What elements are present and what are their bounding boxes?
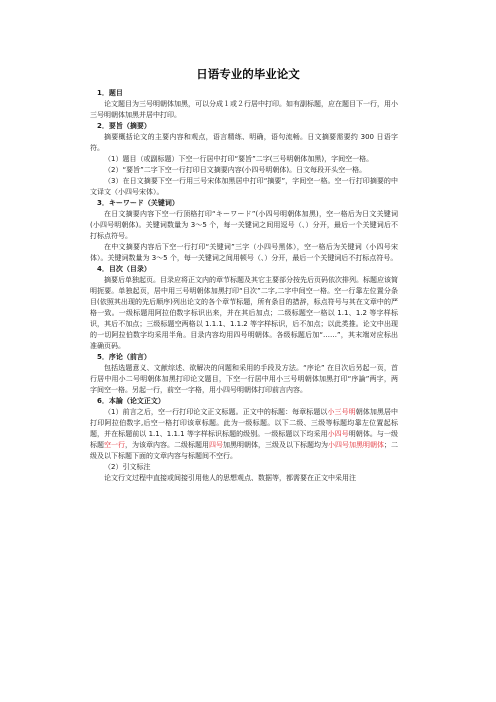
section-heading: 2．要旨（摘要） — [97, 122, 151, 130]
paragraph — [90, 132, 398, 154]
highlighted-text: 小四号加黑明朝体 — [328, 441, 384, 449]
paragraph-text: （2）引文标注 — [104, 463, 151, 471]
highlighted-text: 四号 — [209, 441, 223, 449]
paragraph-text: （1）前言之后，空一行打印论文正文标题。正文中的标题：每章标题以 — [104, 408, 328, 416]
paragraph-text: （3）在日文摘要下空一行用三号宋体加黑居中打印“摘要”，字间空一格。空一行打印摘要的中文译文（小四号宋体）。 — [90, 177, 398, 196]
paragraph — [90, 462, 398, 473]
highlighted-text: 小三号明 — [327, 408, 356, 416]
paragraph-text: 明朝体。与一级标题 — [90, 430, 398, 449]
paragraph — [90, 407, 398, 462]
paragraph-text: 摘要概括论文的主要内容和观点，语言精练、明确，语句流畅。日文摘要需要约 300 日语字符。 — [90, 133, 398, 152]
paragraph — [90, 363, 398, 396]
paragraph-text: 在中文摘要内容后下空一行打印“关键词”三字（小四号黑体），空一格后为关键词（小四号宋体）。关键词数量为 3～5 个，每一关键词之间用顿号（、）分开，最后一个关键词后不打标点符号。 — [90, 243, 398, 262]
section-heading: 6．本論（论文正文） — [97, 397, 165, 405]
paragraph — [90, 99, 398, 121]
section-heading: 5．序论（前言） — [97, 353, 151, 361]
paragraph-text: 在日文摘要内容下空一行顶格打印“キーワード”(小四号明朝体加黑)，空一格后为日文关键词(小四号明朝体)。关键词数量为 3～5 个，每一关键词之间用逗号（、）分开，最后一个关键词后不打标点符号。 — [90, 210, 398, 240]
highlighted-text: 空一行 — [104, 441, 125, 449]
paragraph-text: ；二级及以下标题下面的文章内容与标题间不空行。 — [90, 441, 398, 460]
paragraph-text: 摘要后单独起页。目录应将正文内的章节标题及其它主要部分按先后页码依次排列。标题应该简明扼要。单独起页，居中用三号明朝体加黑打印“目次”二字,二字中间空一格。空一行靠左位置分条目(依照其出现的先后顺序)列出论文的各个章节标题，所有条目的措辞，标点符号与其在文章中的严格一致。一级标题用阿拉伯数字标识出来，并在其后加点；二级标题空一格以 1.1、1.2 等字样标识，其后不加点；三级标题空两格以 1.1.1、1.1.2 等字样标识，后不加点；以此类推。论文中出现的一切阿拉伯数字均采用半角。目录内容均用四号明朝体。各级标题后加“……”，其末端对应标出准确页码。 — [90, 276, 398, 350]
paragraph-text: 加黑明朝体，三级及以下标题均为 — [223, 441, 328, 449]
document-title: 日语专业的毕业论文 — [196, 67, 300, 81]
paragraph-text: ，为该章内容。二级标题用 — [125, 441, 209, 449]
highlighted-text: 小四号 — [327, 430, 349, 438]
paragraph — [90, 154, 398, 165]
paragraph — [90, 176, 398, 198]
paragraph-text: 朝体加黑居中打印阿拉伯数字,后空一格打印该章标题。此为一级标题。以下二级、三级等标题均靠左位置起标题，并在标题前以 1.1、1.1.1 等字样标识标题的级别。一级标题以下均采用 — [90, 408, 399, 438]
paragraph-text: （2）“要旨”二字下空一行打印日文摘要内容(小四号明朝体)。日文每段开头空一格。 — [104, 166, 367, 174]
paragraph-text: 包括选题意义、文献综述、欲解决的问题和采用的手段及方法。“序论” 在目次后另起一页，首行居中用小二号明朝体加黑打印论文题目，下空一行居中用小三号明朝体加黑打印“序論”两字，两字间空一格。另起一行，前空一字格，用小四号明朝体打印前言内容。 — [90, 364, 398, 394]
paragraph-text: （1）题目（或副标题）下空一行居中打印“要旨”二字(三号明朝体加黑)，字间空一格。 — [104, 155, 374, 163]
paragraph — [90, 209, 398, 242]
section-heading: 4．目次（目录） — [97, 265, 151, 273]
paragraph — [90, 165, 398, 176]
paragraph — [90, 242, 398, 264]
paragraph — [90, 275, 398, 352]
paragraph-text: 论文题目为三号明朝体加黑，可以分成１或２行居中打印。如有副标题，应在题目下一行，用小三号明朝体加黑并居中打印。 — [90, 100, 398, 119]
section-heading: 1．题目 — [97, 89, 123, 97]
document-body — [90, 88, 398, 484]
paragraph-text: 论文行文过程中直接或间接引用他人的思想观点、数据等，都需要在正文中采用注 — [104, 474, 356, 482]
paragraph — [90, 473, 398, 484]
section-heading: 3．キーワード（关键词） — [97, 199, 179, 207]
